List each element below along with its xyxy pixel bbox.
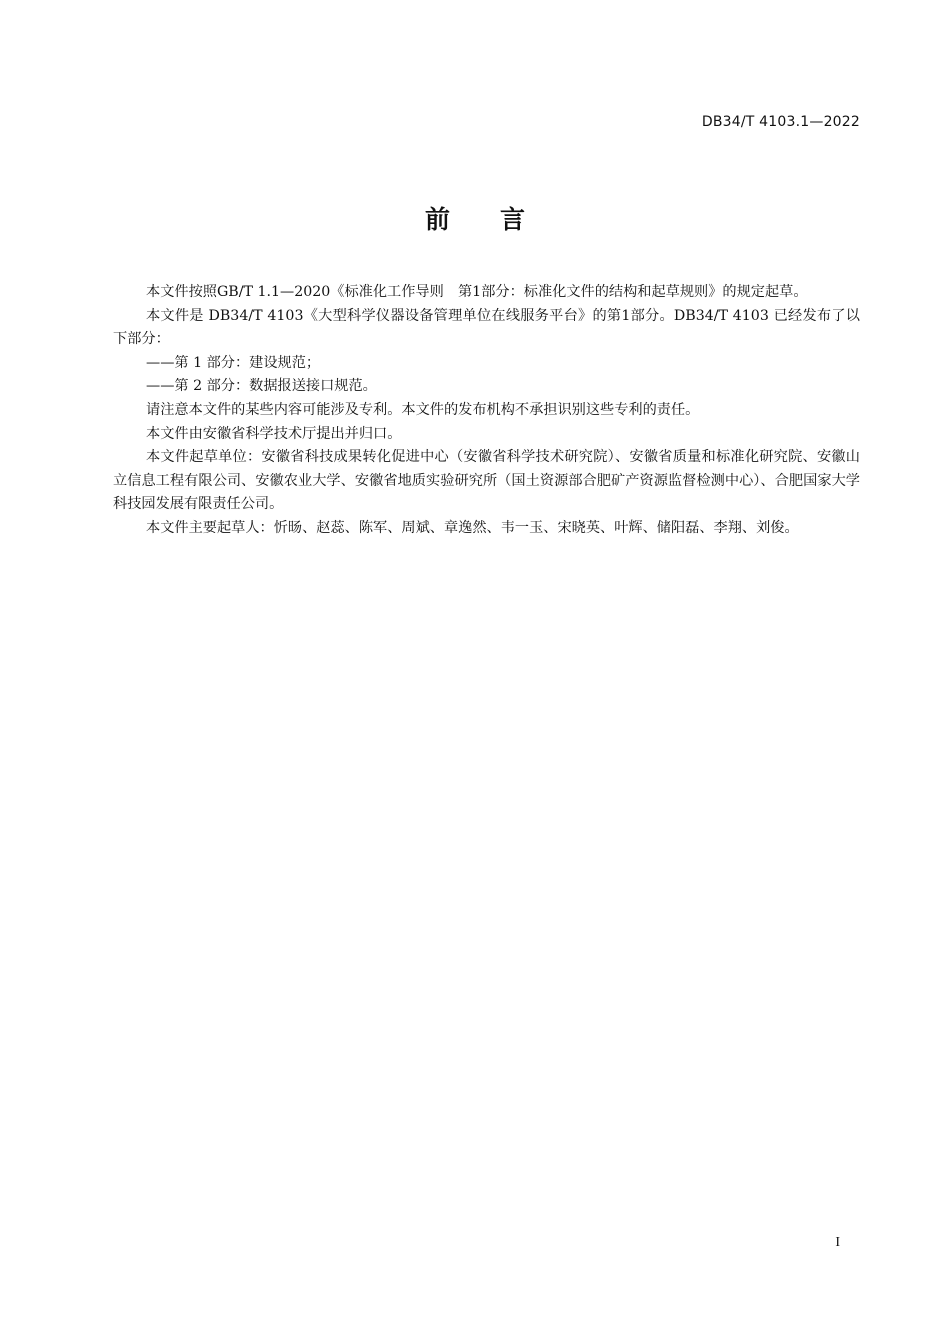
title-part-1: 前	[424, 205, 450, 234]
list-item-part-2: ——第 2 部分：数据报送接口规范。	[146, 378, 377, 395]
paragraph-patent-note: 请注意本文件的某些内容可能涉及专利。本文件的发布机构不承担识别这些专利的责任。	[146, 401, 700, 418]
paragraph-document-part: 本文件是 DB34/T 4103《大型科学仪器设备管理单位在线服务平台》的第1部分。DB34/T 4103 已经发布了以下部分：	[113, 307, 860, 348]
title-part-2: 言	[500, 205, 526, 234]
page-number: I	[835, 1235, 840, 1250]
paragraph-drafting-units: 本文件起草单位：安徽省科技成果转化促进中心（安徽省科学技术研究院）、安徽省质量和标准化研究院、安徽山立信息工程有限公司、安徽农业大学、安徽省地质实验研究所（国土资源部合肥矿产资源监督检测中心）、合肥国家大学科技园发展有限责任公司。	[113, 449, 860, 513]
paragraph-drafters: 本文件主要起草人：忻旸、赵蕊、陈军、周斌、章逸然、韦一玉、宋晓英、叶辉、储阳磊、李翔、刘俊。	[146, 519, 799, 536]
foreword-body	[113, 281, 860, 541]
paragraph-proposer: 本文件由安徽省科学技术厅提出并归口。	[146, 425, 402, 442]
page-title	[0, 200, 950, 236]
document-code: DB34/T 4103.1—2022	[701, 114, 860, 130]
list-item-part-1: ——第 1 部分：建设规范；	[146, 354, 321, 371]
paragraph-drafting-basis: 本文件按照GB/T 1.1—2020《标准化工作导则 第1部分：标准化文件的结构和起草规则》的规定起草。	[146, 284, 808, 300]
